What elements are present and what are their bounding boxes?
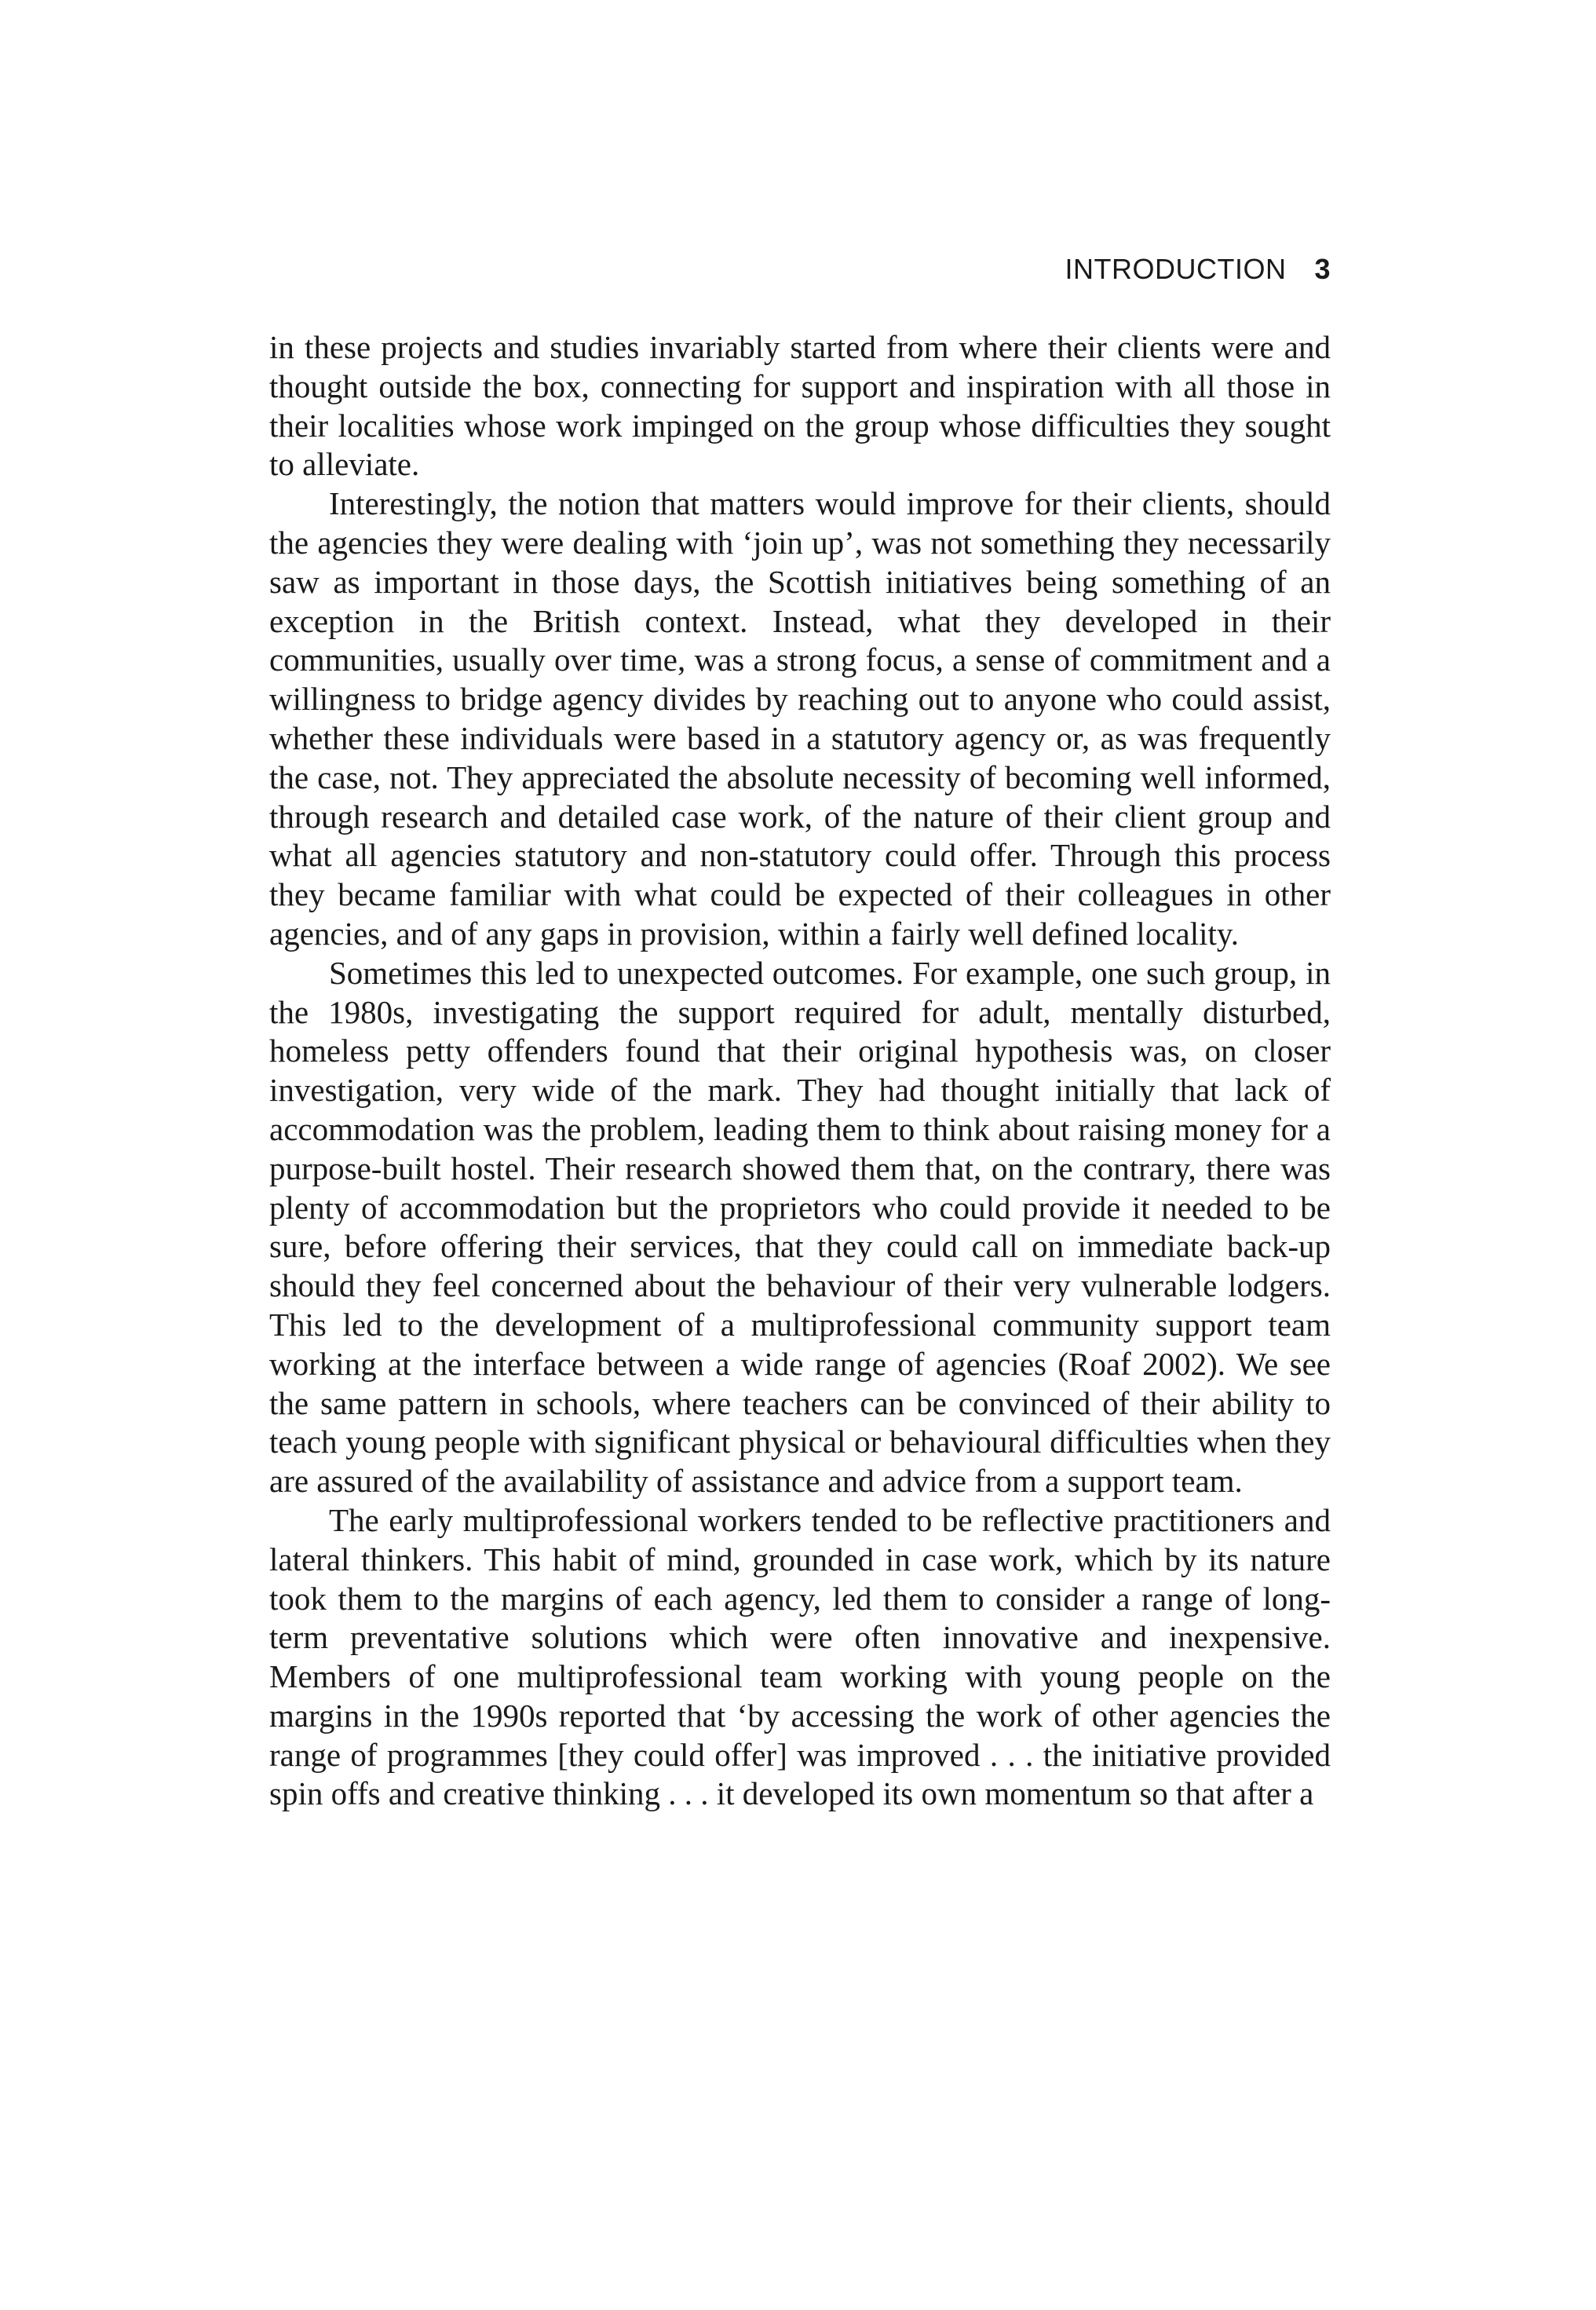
- page-number: 3: [1314, 253, 1331, 285]
- paragraph: in these projects and studies invariably started from where their clients were and thought outside the box, connecting for support and inspiration with all those in their localities whose work impinged on the group whose difficulties they sought to alleviate.: [269, 329, 1331, 483]
- running-header: [1065, 253, 1331, 286]
- paragraph: Sometimes this led to unexpected outcomes. For example, one such group, in the 1980s, investigating the support required for adult, mentally disturbed, homeless petty offenders found that their original hypothesis was, on closer investigation, very wide of the mark. They had thought initially that lack of accommodation was the problem, leading them to think about raising money for a purpose-built hostel. Their research showed them that, on the contrary, there was plenty of accommodation but the proprietors who could provide it needed to be sure, before offering their services, that they could call on immediate back-up should they feel concerned about the behaviour of their very vulnerable lodgers. This led to the development of a multiprofessional community support team working at the interface between a wide range of agencies (Roaf 2002). We see the same pattern in schools, where teachers can be convinced of their ability to teach young people with significant physical or behavioural difficulties when they are assured of the availability of assistance and advice from a support team.: [269, 954, 1331, 1500]
- running-title: INTRODUCTION: [1065, 253, 1287, 285]
- paragraph: Interestingly, the notion that matters would improve for their clients, should the agencies they were dealing with ‘join up’, was not something they necessarily saw as important in those days, the Scottish initiatives being something of an exception in the British context. Instead, what they developed in their communities, usually over time, was a strong focus, a sense of commitment and a willingness to bridge agency divides by reaching out to anyone who could assist, whether these individuals were based in a statutory agency or, as was frequently the case, not. They appreciated the absolute necessity of becoming well informed, through research and detailed case work, of the nature of their client group and what all agencies statutory and non-statutory could offer. Through this process they became familiar with what could be expected of their colleagues in other agencies, and of any gaps in provision, within a fairly well defined locality.: [269, 485, 1331, 952]
- body-text: [269, 328, 1331, 1814]
- paragraph: The early multiprofessional workers tended to be reflective practitioners and lateral thinkers. This habit of mind, grounded in case work, which by its nature took them to the margins of each agency, led them to consider a range of long-term preventative solutions which were often innovative and inexpensive. Members of one multiprofessional team working with young people on the margins in the 1990s reported that ‘by accessing the work of other agencies the range of programmes [they could offer] was improved . . . the initiative provided spin offs and creative thinking . . . it developed its own momentum so that after a: [269, 1501, 1331, 1812]
